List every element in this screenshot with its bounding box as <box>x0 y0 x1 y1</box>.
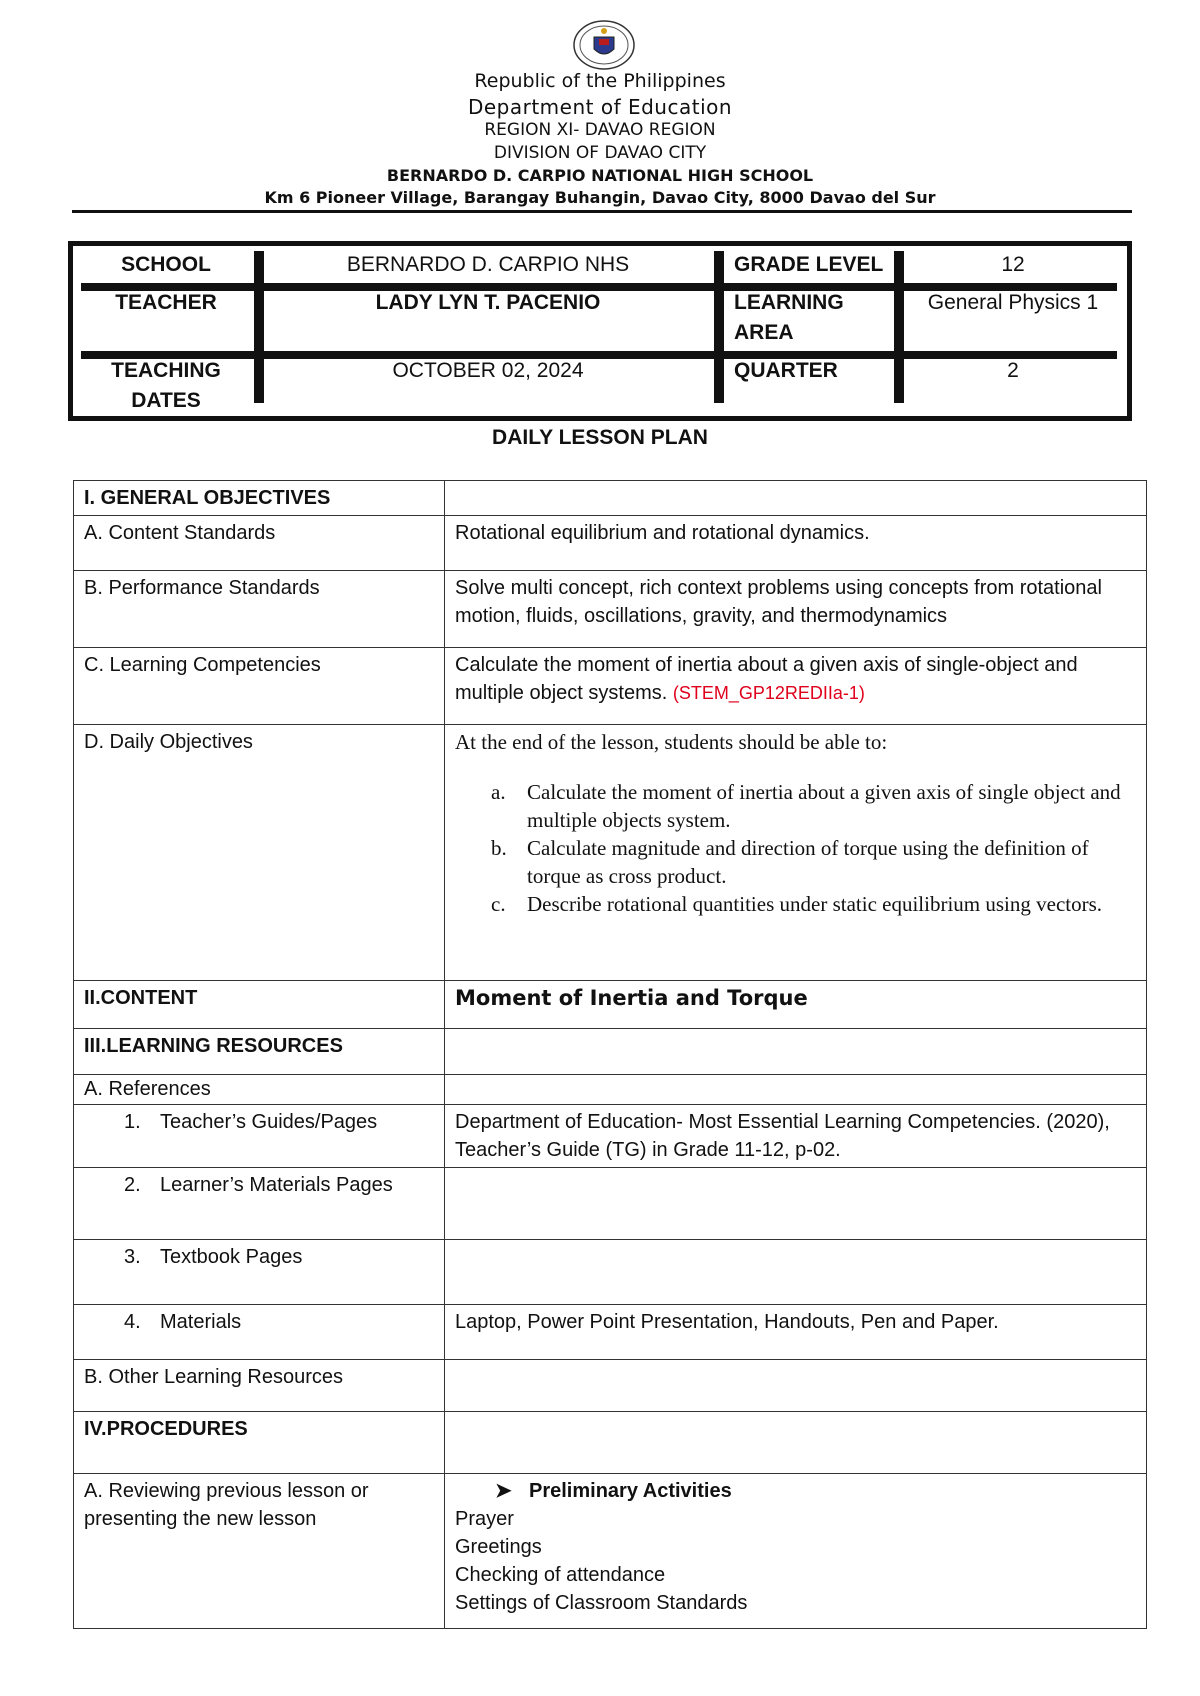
info-school-label: SCHOOL <box>121 253 211 276</box>
info-teacher-label: TEACHER <box>115 291 217 314</box>
performance-standards-label: B. Performance Standards <box>74 571 445 648</box>
info-quarter-label: QUARTER <box>734 359 838 382</box>
list-number: 3. <box>124 1246 141 1268</box>
preliminary-title-text: Preliminary Activities <box>529 1480 732 1502</box>
info-table <box>68 241 1132 421</box>
content-label: II.CONTENT <box>74 981 445 1029</box>
table-row <box>74 1075 1147 1105</box>
table-row <box>74 481 1147 516</box>
list-marker: b. <box>491 836 507 860</box>
ref-teachers-guide-value: Department of Education- Most Essential Learning Competencies. (2020), Teacher’s Guide (TG) in Grade 11-12, p-02. <box>445 1105 1147 1168</box>
preliminary-activities-heading <box>455 1477 1136 1505</box>
info-teacher-value: LADY LYN T. PACENIO <box>375 291 601 314</box>
table-row <box>74 1360 1147 1412</box>
ref-label-text: Teacher’s Guides/Pages <box>160 1111 378 1133</box>
list-marker: a. <box>491 780 506 804</box>
other-resources-value <box>445 1360 1147 1412</box>
info-area-label-line: LEARNING <box>734 291 844 314</box>
lesson-plan-table <box>73 480 1147 1629</box>
info-divider <box>254 251 264 403</box>
info-grade-label: GRADE LEVEL <box>734 253 884 276</box>
general-objectives-label: I. GENERAL OBJECTIVES <box>74 481 445 516</box>
list-item-text: Describe rotational quantities under static equilibrium using vectors. <box>527 892 1103 916</box>
info-dates-value: OCTOBER 02, 2024 <box>392 359 584 382</box>
ref-label-text: Textbook Pages <box>160 1246 303 1268</box>
ref-teachers-guide-label <box>74 1105 445 1168</box>
table-row <box>74 725 1147 981</box>
procedures-value <box>445 1412 1147 1474</box>
info-school-value: BERNARDO D. CARPIO NHS <box>346 253 630 276</box>
ref-learners-materials-label <box>74 1168 445 1240</box>
list-marker: c. <box>491 892 506 916</box>
competencies-text: Calculate the moment of inertia about a given axis of single-object and multiple object systems. <box>455 654 1078 704</box>
list-item <box>491 834 1136 890</box>
list-number: 1. <box>124 1111 141 1133</box>
other-resources-label: B. Other Learning Resources <box>74 1360 445 1412</box>
info-area-value: General Physics 1 <box>927 291 1099 314</box>
references-value <box>445 1075 1147 1105</box>
ref-label-text: Learner’s Materials Pages <box>160 1174 393 1196</box>
list-item: Greetings <box>455 1536 542 1558</box>
info-grade-value: 12 <box>1001 253 1025 276</box>
header-republic: Republic of the Philippines <box>474 70 726 92</box>
competency-code: (STEM_GP12REDIIa-1) <box>672 683 865 703</box>
table-row <box>74 571 1147 648</box>
list-item-text: Calculate the moment of inertia about a given axis of single object and multiple objects system. <box>527 780 1121 832</box>
daily-objectives-value <box>445 725 1147 981</box>
info-dates-label-line: DATES <box>131 389 201 412</box>
content-standards-label: A. Content Standards <box>74 516 445 571</box>
ref-textbook-label <box>74 1240 445 1305</box>
header-region: REGION XI- DAVAO REGION <box>484 120 716 140</box>
header-divider <box>72 210 1132 213</box>
references-label: A. References <box>74 1075 445 1105</box>
table-row <box>74 1240 1147 1305</box>
review-lesson-value <box>445 1474 1147 1629</box>
list-number: 2. <box>124 1174 141 1196</box>
daily-objectives-label: D. Daily Objectives <box>74 725 445 981</box>
table-row <box>74 516 1147 571</box>
content-standards-value: Rotational equilibrium and rotational dynamics. <box>445 516 1147 571</box>
header-department: Department of Education <box>467 95 733 119</box>
table-row <box>74 981 1147 1029</box>
list-item: Settings of Classroom Standards <box>455 1592 748 1614</box>
info-dates-label <box>81 356 251 416</box>
list-number: 4. <box>124 1311 141 1333</box>
deped-seal-logo <box>572 19 636 71</box>
ref-materials-label <box>74 1305 445 1360</box>
learning-competencies-value <box>445 648 1147 725</box>
ref-learners-materials-value <box>445 1168 1147 1240</box>
table-row <box>74 1168 1147 1240</box>
header-division: DIVISION OF DAVAO CITY <box>493 143 707 163</box>
table-row <box>74 1105 1147 1168</box>
table-row <box>74 1474 1147 1629</box>
info-area-label-line: AREA <box>734 321 794 344</box>
daily-objectives-intro: At the end of the lesson, students should be able to: <box>455 730 888 754</box>
content-value: Moment of Inertia and Torque <box>445 981 1147 1029</box>
list-item-text: Calculate magnitude and direction of torque using the definition of torque as cross product. <box>527 836 1089 888</box>
info-divider <box>894 251 904 403</box>
list-item: Prayer <box>455 1508 514 1530</box>
daily-objectives-list <box>455 778 1136 918</box>
table-row <box>74 648 1147 725</box>
learning-resources-value <box>445 1029 1147 1075</box>
info-area-label <box>734 288 894 348</box>
performance-standards-value: Solve multi concept, rich context problems using concepts from rotational motion, fluids, oscillations, gravity, and thermodynamics <box>445 571 1147 648</box>
header-school-name: BERNARDO D. CARPIO NATIONAL HIGH SCHOOL <box>386 166 814 185</box>
list-item: Checking of attendance <box>455 1564 666 1586</box>
info-dates-label-line: TEACHING <box>111 359 221 382</box>
ref-materials-value: Laptop, Power Point Presentation, Handouts, Pen and Paper. <box>445 1305 1147 1360</box>
general-objectives-value <box>445 481 1147 516</box>
review-lesson-label: A. Reviewing previous lesson or presenting the new lesson <box>74 1474 445 1629</box>
list-item <box>491 890 1136 918</box>
learning-competencies-label: C. Learning Competencies <box>74 648 445 725</box>
header-address: Km 6 Pioneer Village, Barangay Buhangin, Davao City, 8000 Davao del Sur <box>264 188 936 207</box>
document-title: DAILY LESSON PLAN <box>492 426 708 449</box>
table-row <box>74 1029 1147 1075</box>
table-row <box>74 1305 1147 1360</box>
info-quarter-value: 2 <box>1007 359 1019 382</box>
learning-resources-label: III.LEARNING RESOURCES <box>74 1029 445 1075</box>
ref-textbook-value <box>445 1240 1147 1305</box>
procedures-label: IV.PROCEDURES <box>74 1412 445 1474</box>
table-row <box>74 1412 1147 1474</box>
list-item <box>491 778 1136 834</box>
ref-label-text: Materials <box>160 1311 242 1333</box>
arrow-bullet-icon: ➤ <box>495 1480 512 1502</box>
info-divider <box>714 251 724 403</box>
